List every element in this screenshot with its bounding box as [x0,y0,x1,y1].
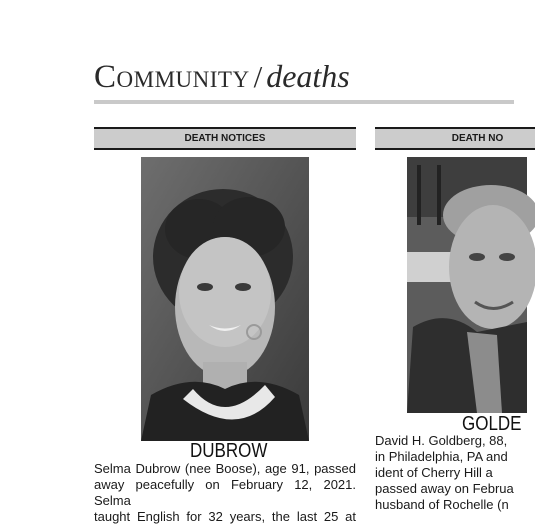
heading-rule [94,100,514,104]
obituary-text-line: husband of Rochelle (n [375,497,509,512]
obituary-text-line: passed away on Februa [375,481,514,496]
obituary-text-dubrow [94,461,356,524]
portrait-photo-goldberg [407,157,527,413]
section-subtitle: deaths [266,58,350,94]
obituary-name-dubrow: DUBROW [190,440,268,462]
section-title: Community [94,59,250,95]
obituary-text-line: David H. Goldberg, 88, [375,433,508,448]
section-separator: / [253,59,263,94]
death-notices-header-left: DEATH NOTICES [94,127,356,150]
obituary-text-line: Selma Dubrow (nee Boose), age 91, passed [94,461,356,476]
obituary-text-line: away peacefully on February 12, 2021. Selma [94,477,356,508]
obituary-text-line: in Philadelphia, PA and [375,449,508,464]
death-notices-header-right [375,127,535,150]
obituary-text-line: taught English for 32 years, the last 25 at [94,509,356,524]
obituary-text-line: ident of Cherry Hill a [375,465,493,480]
obituary-name-goldberg: GOLDE [462,413,522,435]
obituary-text-goldberg [375,433,535,512]
section-heading [94,58,534,94]
death-notices-header-right-label: DEATH NO [451,133,504,144]
portrait-photo-dubrow [141,157,309,441]
